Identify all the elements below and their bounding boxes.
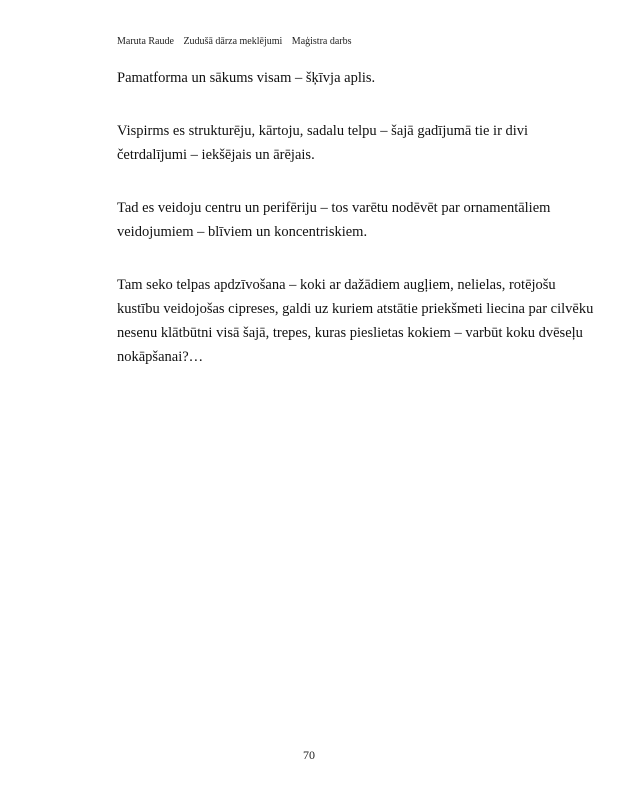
- paragraph-line: četrdalījumi – iekšējais un ārējais.: [117, 147, 315, 163]
- body-text: [117, 66, 594, 398]
- paragraph-line: Tam seko telpas apdzīvošana – koki ar dažādiem augļiem, nelielas, rotējošu: [117, 277, 556, 293]
- header-author: Maruta Raude: [117, 36, 174, 47]
- paragraph-1: [117, 66, 537, 90]
- page-number: 70: [303, 748, 315, 762]
- paragraph-line: Tad es veidoju centru un perifēriju – tos varētu nodēvēt par ornamentāliem: [117, 200, 551, 216]
- paragraph-3: [117, 196, 551, 244]
- paragraph-line: kustību veidojošas cipreses, galdi uz kuriem atstātie priekšmeti liecina par cilvēku: [117, 301, 594, 317]
- paragraph-4: [117, 273, 594, 369]
- running-header: [117, 36, 359, 48]
- header-work-type: Maģistra darbs: [291, 36, 352, 47]
- paragraph-line: nokāpšanai?…: [117, 349, 204, 365]
- paragraph-line: nesenu klātbūtni visā šajā, trepes, kuras pieslietas kokiem – varbūt koku dvēseļu: [117, 325, 583, 341]
- paragraph-line: Vispirms es strukturēju, kārtoju, sadalu telpu – šajā gadījumā tie ir divi: [117, 123, 529, 139]
- header-work-title: Zudušā dārza meklējumi: [183, 36, 283, 47]
- paragraph-2: [117, 119, 537, 167]
- paragraph-line: veidojumiem – blīviem un koncentriskiem.: [117, 224, 368, 240]
- paragraph-line: Pamatforma un sākums visam – šķīvja aplis.: [117, 70, 376, 86]
